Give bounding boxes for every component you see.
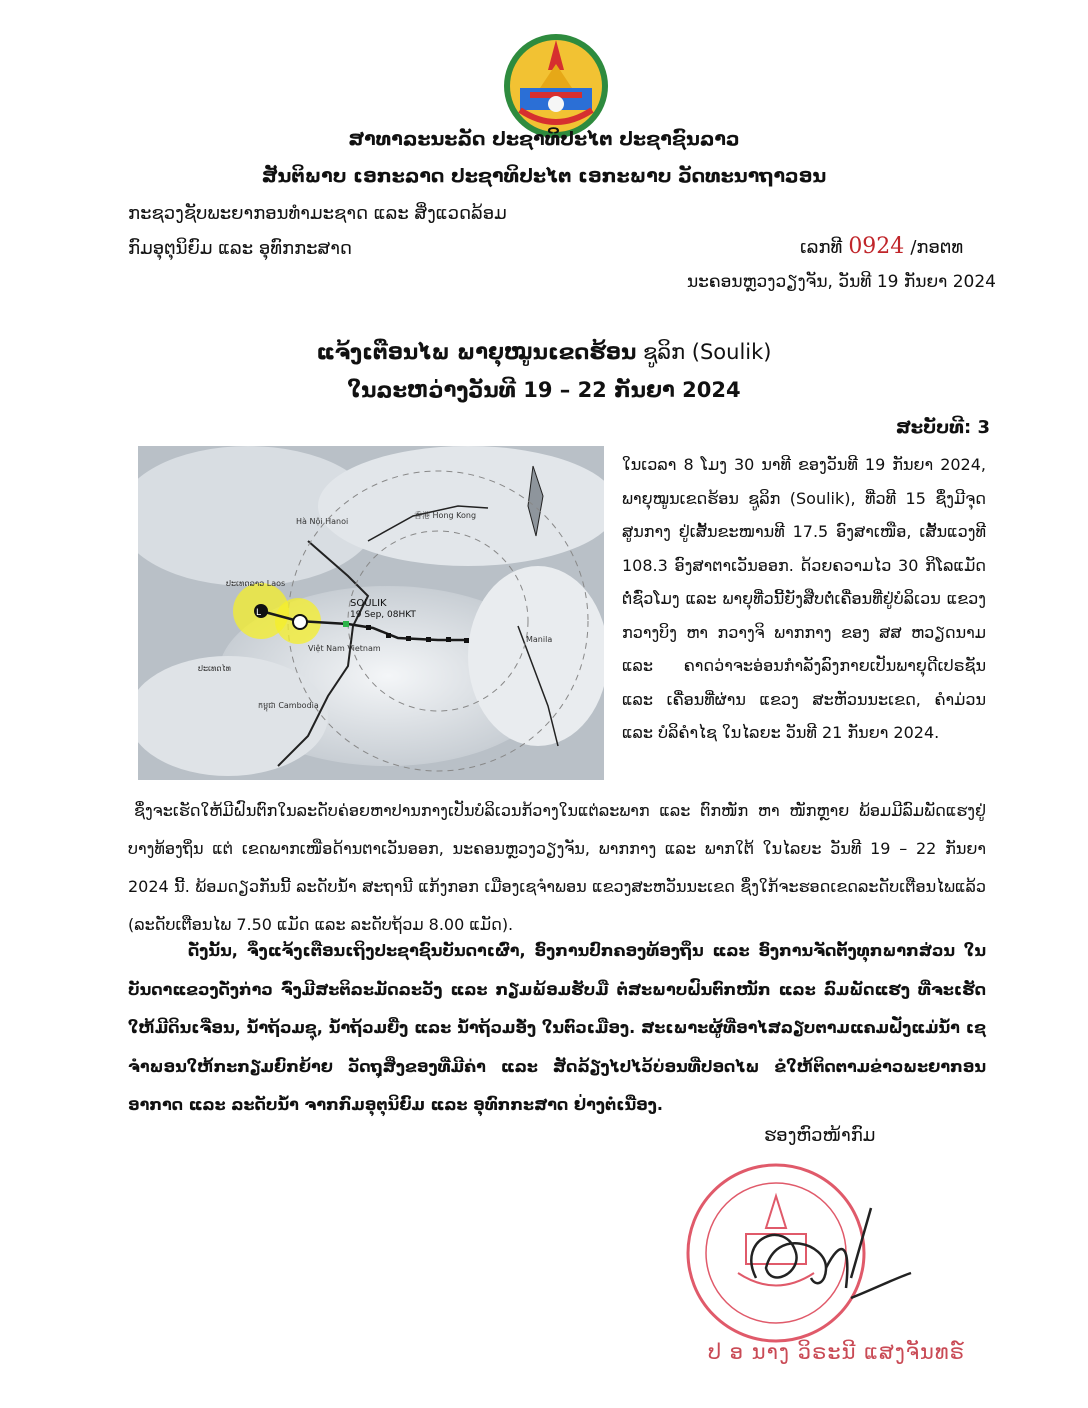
map-label-hongkong: 香港 Hong Kong (414, 511, 477, 520)
department-name: ກົມອຸຕຸນິຍົມ ແລະ ອຸທົກກະສາດ (128, 238, 352, 259)
document-number (800, 234, 963, 259)
national-emblem (500, 30, 612, 142)
document-number-suffix: /ກອຕທ (910, 237, 964, 258)
notice-period: ໃນລະຫວ່າງວັນທີ 19 – 22 ກັນຍາ 2024 (347, 378, 741, 402)
map-label-hanoi: Hà Nội Hanoi (296, 517, 349, 526)
storm-position-paragraph: ໃນເວລາ 8 ໂມງ 30 ນາທີ ຂອງວັນທີ 19 ກັນຍາ 2024, ພາຍຸໝູນເຂດຮ້ອນ ຊູລິກ (Soulik), ທີ່ວທີ 15 ຊຶ່ງມີຈຸດສູນກາງ ຢູ່ເສັ້ນຂະໜານທີ 17.5 ອົງສາເໜືອ, ເສັ້ນແວງທີ 108.3 ອົງສາຕາເວັນອອກ. ດ້ວຍຄວາມໄວ 30 ກິໂລແມັດຕໍ່ຊົ່ວໂມງ ແລະ ພາຍຸທີ່ວນີ້ຍັງສືບຕໍ່ເຄື່ອນທີ່ຢູ່ບໍລິເວນ ແຂວງ ກວາງບິງ ຫາ ກວາງຈິ ພາກກາງ ຂອງ ສສ ຫວຽດນາມ ແລະ ຄາດວ່າຈະອ່ອນກຳລັງລົງກາຍເປັນພາຍຸດີເປຣຊັນ ແລະ ເຄື່ອນທີ່ຜ່ານ ແຂວງ ສະຫັວນນະເຂດ, ຄຳມ່ວນ ແລະ ບໍລິຄຳໄຊ ໃນໄລຍະ ວັນທີ 21 ກັນຍາ 2024. (622, 455, 986, 742)
map-label-cambodia: កម្ពុជា Cambodia (258, 701, 319, 710)
map-label-manila: Manila (526, 635, 553, 644)
advisory-paragraph: ດັ່ງນັ້ນ, ຈຶ່ງແຈ້ງເຕືອນເຖິງປະຊາຊົນບັນດາເຜົ່າ, ອົງການປົກຄອງທ້ອງຖິ່ນ ແລະ ອົງການຈັດຕັ້ງທຸກພາກສ່ວນ ໃນບັນດາແຂວງດັ່ງກ່າວ ຈົ່ງມີສະຕິລະມັດລະວັງ ແລະ ກຽມພ້ອມຮັບມື ຕໍ່ສະພາບຝົນຕົກໜັກ ແລະ ລົມພັດແຮງ ທີ່ຈະເຮັດໃຫ້ມີດິນເຈື່ອນ, ນ້ຳຖ້ວມຊຸ, ນ້ຳຖ້ວມຍື່ງ ແລະ ນ້ຳຖ້ວມອັ່ງ ໃນຕົວເມືອງ. ສະເພາະຜູ້ທີ່ອາໄສລຽບຕາມແຄມຝັ່ງແມ່ນ້ຳ ເຊຈຳພອນໃຫ້ກະກຽມຍົກຍ້າຍ ວັດຖຸສິ່ງຂອງທີ່ມີຄ່າ ແລະ ສັດລ້ຽງໄປໄວ້ບ່ອນທີ່ປອດໄພ ຂໍໃຫ້ຕິດຕາມຂ່າວພະຍາກອນອາກາດ ແລະ ລະດັບນ້ຳ ຈາກກົມອຸຕຸນິຍົມ ແລະ ອຸທົກກະສາດ ຢ່າງຕໍ່ເນື່ອງ. (128, 941, 986, 1114)
satellite-track-map (138, 446, 604, 780)
map-label-storm-time: 19 Sep, 08HKT (350, 610, 416, 620)
svg-text:L: L (256, 608, 262, 618)
place-date: ນະຄອນຫຼວງວຽງຈັນ, ວັນທີ 19 ກັນຍາ 2024 (686, 272, 996, 292)
map-label-laos: ປະເທດລາວ Laos (226, 579, 286, 588)
signatory-role: ຮອງຫົວໜ້າກົມ (764, 1125, 876, 1146)
notice-title (0, 340, 1088, 364)
impact-paragraph: ຊຶ່ງຈະເຮັດໃຫ້ມີຝົນຕົກໃນລະດັບຄ່ອຍຫາປານກາງເປັນບໍລິເວນກ້ວາງໃນແຕ່ລະພາກ ແລະ ຕົກໜັກ ຫາ ໜັກຫຼາຍ ພ້ອມມີລົມພັດແຮງຢູ່ບາງທ້ອງຖິ່ນ ແຕ່ ເຂດພາກເໜືອດ້ານຕາເວັນອອກ, ນະຄອນຫຼວງວຽງຈັນ, ພາກກາງ ແລະ ພາກໃຕ້ ໃນໄລຍະ ວັນທີ 19 – 22 ກັນຍາ 2024 ນີ້. ພ້ອມດຽວກັນນີ້ ລະດັບນ້ຳ ສະຖານີ ແກ້ງກອກ ເມືອງເຊຈຳພອນ ແຂວງສະຫວັນນະເຂດ ຊຶ່ງໃກ້ຈະຮອດເຂດລະດັບເຕືອນໄພແລ້ວ (ລະດັບເຕືອນໄພ 7.50 ແມັດ ແລະ ລະດັບຖ້ວມ 8.00 ແມັດ). (128, 801, 986, 934)
national-motto: ສັນຕິພາບ ເອກະລາດ ປະຊາທິປະໄຕ ເອກະພາບ ວັດທະນາຖາວອນ (261, 165, 827, 187)
ministry-name: ກະຊວງຊັບພະຍາກອນທຳມະຊາດ ແລະ ສິ່ງແວດລ້ອມ (128, 203, 507, 224)
document-number-value: 0924 (848, 234, 905, 259)
notice-title-bold: ແຈ້ງເຕືອນໄພ ພາຍຸໝູນເຂດຮ້ອນ (316, 340, 637, 364)
document-number-prefix: ເລກທີ (800, 237, 843, 258)
official-seal-signature (676, 1148, 936, 1358)
signatory-name: ປ ອ ນາງ ວິຣະນີ ແສງຈັນທຣ໌ (708, 1340, 965, 1364)
map-label-vietnam: Việt Nam Vietnam (308, 644, 381, 653)
edition-number: ສະບັບທີ: 3 (895, 417, 990, 438)
country-name: ສາທາລະນະລັດ ປະຊາທິປະໄຕ ປະຊາຊົນລາວ (348, 128, 740, 150)
map-label-thailand: ປະເທດໄທ (198, 664, 231, 673)
map-label-storm: SOULIK (350, 598, 387, 609)
notice-title-storm: ຊູລິກ (Soulik) (636, 340, 772, 364)
